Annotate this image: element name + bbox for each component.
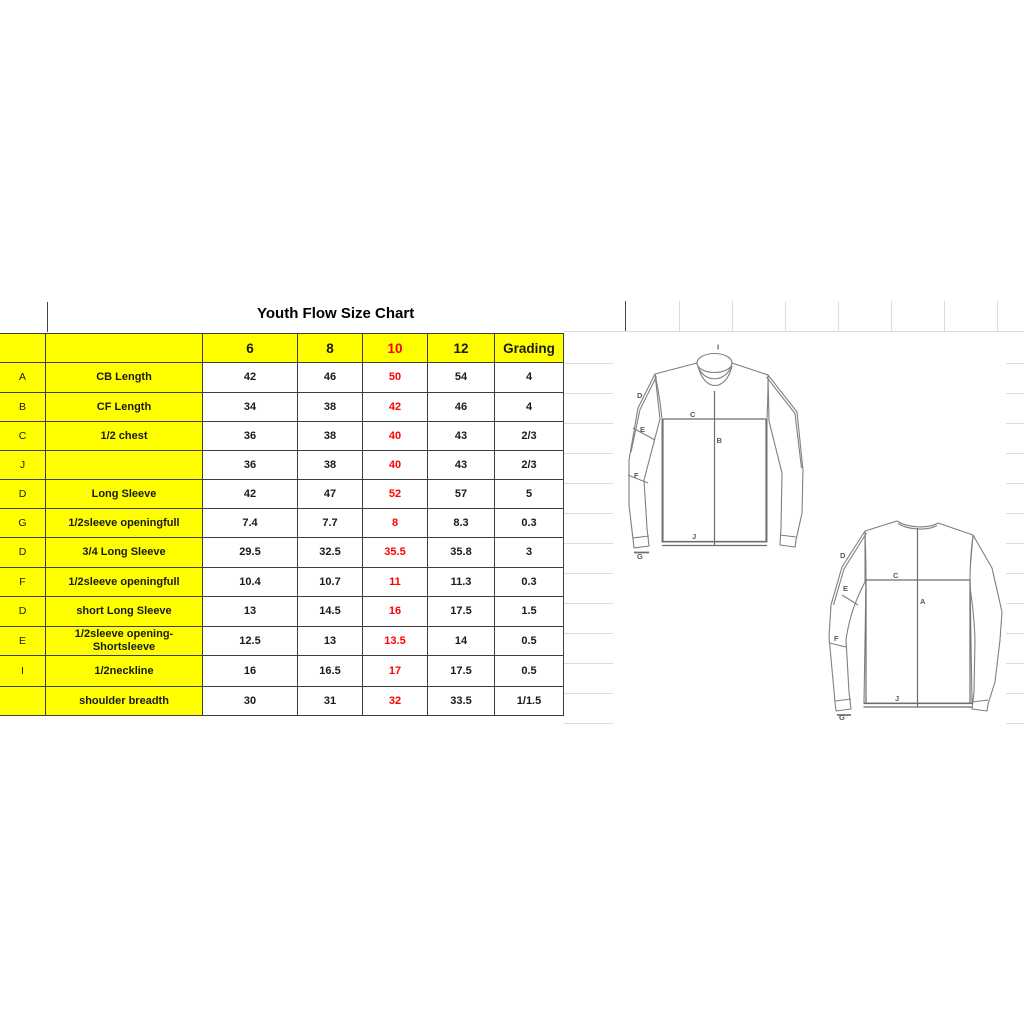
value-cell: 38 bbox=[298, 393, 363, 422]
value-cell: 16 bbox=[203, 656, 298, 687]
front-label-B: B bbox=[716, 436, 722, 445]
value-cell: 34 bbox=[203, 393, 298, 422]
table-row bbox=[0, 568, 564, 597]
gridline-fragment bbox=[997, 301, 998, 332]
value-cell: 36 bbox=[203, 451, 298, 480]
gridline-fragment bbox=[679, 301, 680, 332]
value-cell: 2/3 bbox=[495, 422, 564, 451]
row-letter-cell: I bbox=[0, 656, 46, 687]
gridline-fragment bbox=[1006, 423, 1024, 424]
row-letter-cell: A bbox=[0, 363, 46, 393]
table-row bbox=[0, 480, 564, 509]
gridline-fragment bbox=[564, 453, 613, 454]
value-cell: 54 bbox=[428, 363, 495, 393]
value-cell: 40 bbox=[363, 422, 428, 451]
value-cell: 2/3 bbox=[495, 451, 564, 480]
value-cell: 16 bbox=[363, 597, 428, 627]
front-body bbox=[655, 363, 768, 542]
gridline-fragment bbox=[1006, 483, 1024, 484]
header-cell: 8 bbox=[298, 334, 363, 363]
value-cell: 11 bbox=[363, 568, 428, 597]
table-row bbox=[0, 687, 564, 716]
table-row bbox=[0, 656, 564, 687]
header-cell: 6 bbox=[203, 334, 298, 363]
row-letter-cell: G bbox=[0, 509, 46, 538]
back-right-sleeve bbox=[969, 535, 1002, 711]
column-border-line bbox=[625, 301, 626, 332]
front-collar bbox=[697, 354, 732, 373]
value-cell: 43 bbox=[428, 422, 495, 451]
row-label-cell: 3/4 Long Sleeve bbox=[46, 538, 203, 568]
row-label-cell: 1/2sleeve openingfull bbox=[46, 568, 203, 597]
row-letter-cell: E bbox=[0, 627, 46, 656]
row-letter-cell: F bbox=[0, 568, 46, 597]
row-label-cell: 1/2 chest bbox=[46, 422, 203, 451]
front-label-E: E bbox=[640, 425, 646, 434]
value-cell: 12.5 bbox=[203, 627, 298, 656]
gridline-fragment bbox=[1006, 363, 1024, 364]
gridline-fragment bbox=[891, 301, 892, 332]
table-row bbox=[0, 597, 564, 627]
value-cell: 30 bbox=[203, 687, 298, 716]
value-cell: 7.7 bbox=[298, 509, 363, 538]
gridline-fragment bbox=[564, 633, 613, 634]
size-table-wrap bbox=[0, 333, 566, 723]
value-cell: 42 bbox=[203, 480, 298, 509]
value-cell: 50 bbox=[363, 363, 428, 393]
row-label-cell: Long Sleeve bbox=[46, 480, 203, 509]
value-cell: 10.7 bbox=[298, 568, 363, 597]
header-cell: Grading bbox=[495, 334, 564, 363]
value-cell: 13.5 bbox=[363, 627, 428, 656]
gridline-fragment bbox=[785, 301, 786, 332]
page-title: Youth Flow Size Chart bbox=[257, 305, 415, 322]
back-left-sleeve bbox=[829, 531, 865, 711]
back-body bbox=[864, 521, 973, 703]
value-cell: 5 bbox=[495, 480, 564, 509]
back-label-E: E bbox=[843, 584, 849, 593]
value-cell: 38 bbox=[298, 422, 363, 451]
value-cell: 35.8 bbox=[428, 538, 495, 568]
column-border-line bbox=[47, 302, 48, 332]
gridline-fragment bbox=[944, 301, 945, 332]
gridline-fragment bbox=[564, 423, 613, 424]
front-label-J: J bbox=[692, 532, 697, 541]
value-cell: 32 bbox=[363, 687, 428, 716]
row-letter-cell: D bbox=[0, 597, 46, 627]
row-label-cell: 1/2neckline bbox=[46, 656, 203, 687]
value-cell: 8.3 bbox=[428, 509, 495, 538]
value-cell: 8 bbox=[363, 509, 428, 538]
row-label-cell: 1/2sleeve openingfull bbox=[46, 509, 203, 538]
value-cell: 1.5 bbox=[495, 597, 564, 627]
value-cell: 3 bbox=[495, 538, 564, 568]
table-row bbox=[0, 363, 564, 393]
front-label-I: I bbox=[717, 342, 720, 352]
value-cell: 47 bbox=[298, 480, 363, 509]
front-shirt-diagram bbox=[615, 336, 815, 561]
value-cell: 32.5 bbox=[298, 538, 363, 568]
value-cell: 14.5 bbox=[298, 597, 363, 627]
value-cell: 1/1.5 bbox=[495, 687, 564, 716]
table-row bbox=[0, 393, 564, 422]
row-label-cell: CB Length bbox=[46, 363, 203, 393]
gridline-fragment bbox=[564, 543, 613, 544]
gridline-fragment bbox=[564, 723, 613, 724]
gridline-fragment bbox=[564, 483, 613, 484]
gridline-fragment bbox=[563, 331, 1024, 332]
gridline-fragment bbox=[564, 663, 613, 664]
row-letter-cell: D bbox=[0, 538, 46, 568]
header-row bbox=[0, 334, 564, 363]
value-cell: 16.5 bbox=[298, 656, 363, 687]
front-label-G: G bbox=[637, 552, 643, 561]
front-label-D: D bbox=[637, 391, 643, 400]
value-cell: 43 bbox=[428, 451, 495, 480]
value-cell: 38 bbox=[298, 451, 363, 480]
row-letter-cell: B bbox=[0, 393, 46, 422]
size-table bbox=[0, 333, 564, 716]
value-cell: 0.3 bbox=[495, 509, 564, 538]
table-row bbox=[0, 451, 564, 480]
value-cell: 4 bbox=[495, 363, 564, 393]
back-label-C: C bbox=[893, 571, 899, 580]
value-cell: 4 bbox=[495, 393, 564, 422]
value-cell: 29.5 bbox=[203, 538, 298, 568]
gridline-fragment bbox=[732, 301, 733, 332]
value-cell: 42 bbox=[203, 363, 298, 393]
value-cell: 33.5 bbox=[428, 687, 495, 716]
row-letter-cell bbox=[0, 687, 46, 716]
value-cell: 0.3 bbox=[495, 568, 564, 597]
value-cell: 17.5 bbox=[428, 656, 495, 687]
back-label-A: A bbox=[920, 597, 926, 606]
back-shirt-diagram bbox=[822, 512, 1014, 724]
gridline-fragment bbox=[564, 603, 613, 604]
back-label-D: D bbox=[840, 551, 846, 560]
front-label-F: F bbox=[634, 471, 639, 480]
value-cell: 17.5 bbox=[428, 597, 495, 627]
gridline-fragment bbox=[564, 693, 613, 694]
value-cell: 13 bbox=[298, 627, 363, 656]
gridline-fragment bbox=[564, 393, 613, 394]
value-cell: 46 bbox=[298, 363, 363, 393]
row-label-cell: short Long Sleeve bbox=[46, 597, 203, 627]
value-cell: 35.5 bbox=[363, 538, 428, 568]
value-cell: 36 bbox=[203, 422, 298, 451]
value-cell: 11.3 bbox=[428, 568, 495, 597]
value-cell: 46 bbox=[428, 393, 495, 422]
value-cell: 42 bbox=[363, 393, 428, 422]
row-label-cell: CF Length bbox=[46, 393, 203, 422]
back-label-J: J bbox=[895, 694, 900, 703]
value-cell: 52 bbox=[363, 480, 428, 509]
table-row bbox=[0, 422, 564, 451]
header-cell: 10 bbox=[363, 334, 428, 363]
value-cell: 0.5 bbox=[495, 656, 564, 687]
value-cell: 31 bbox=[298, 687, 363, 716]
value-cell: 40 bbox=[363, 451, 428, 480]
table-row bbox=[0, 509, 564, 538]
gridline-fragment bbox=[564, 363, 613, 364]
gridline-fragment bbox=[1006, 453, 1024, 454]
front-label-C: C bbox=[690, 410, 696, 419]
gridline-fragment bbox=[564, 573, 613, 574]
value-cell: 14 bbox=[428, 627, 495, 656]
row-label-cell bbox=[46, 451, 203, 480]
table-row bbox=[0, 538, 564, 568]
row-letter-cell: J bbox=[0, 451, 46, 480]
table-row bbox=[0, 627, 564, 656]
value-cell: 13 bbox=[203, 597, 298, 627]
gridline-fragment bbox=[564, 513, 613, 514]
gridline-fragment bbox=[838, 301, 839, 332]
row-label-cell: shoulder breadth bbox=[46, 687, 203, 716]
gridline-fragment bbox=[1006, 393, 1024, 394]
value-cell: 0.5 bbox=[495, 627, 564, 656]
header-cell bbox=[0, 334, 46, 363]
header-cell bbox=[46, 334, 203, 363]
value-cell: 17 bbox=[363, 656, 428, 687]
row-letter-cell: C bbox=[0, 422, 46, 451]
back-label-G: G bbox=[839, 713, 845, 722]
row-label-cell: 1/2sleeve opening-Shortsleeve bbox=[46, 627, 203, 656]
value-cell: 10.4 bbox=[203, 568, 298, 597]
header-cell: 12 bbox=[428, 334, 495, 363]
row-letter-cell: D bbox=[0, 480, 46, 509]
value-cell: 57 bbox=[428, 480, 495, 509]
back-label-F: F bbox=[834, 634, 839, 643]
value-cell: 7.4 bbox=[203, 509, 298, 538]
